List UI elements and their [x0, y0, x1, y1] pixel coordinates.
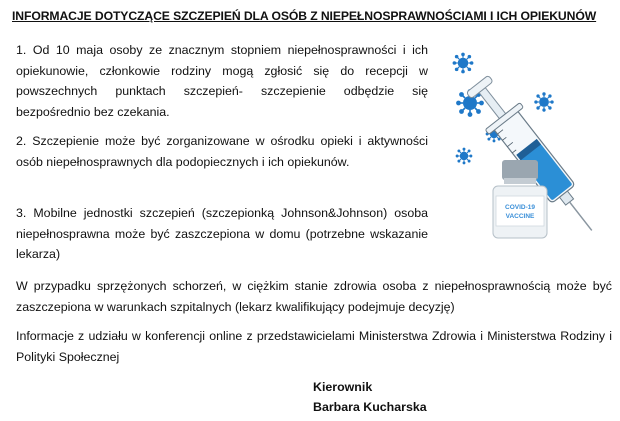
- point-1: 1. Od 10 maja osoby ze znacznym stopniem niepełnosprawności i ich opiekunowie, członkowie rodziny mogą zgłosić się do recepcji w powszechnych punktach szczepień- szczepienie odbędzie się bezpośrednio bez czekania.: [16, 43, 428, 119]
- vaccine-illustration: [436, 36, 616, 246]
- paragraph-hospital: W przypadku sprzężonych schorzeń, w ciężkim stanie zdrowia osoba z niepełnosprawnością może być zaszczepiona w warunkach szpitalnych (lekarz kwalifikujący podejmuje decyzję): [16, 279, 612, 314]
- point-3: 3. Mobilne jednostki szczepień (szczepionką Johnson&Johnson) osoba niepełnosprawna może być zaszczepiona w domu (potrzebne wskazanie lekarza): [16, 206, 428, 261]
- vial-label-line2: VACCINE: [505, 213, 535, 220]
- vial-label-line1: COVID-19: [505, 204, 535, 211]
- document-title: INFORMACJE DOTYCZĄCE SZCZEPIEŃ DLA OSÓB Z NIEPEŁNOSPRAWNOŚCIAMI I ICH OPIEKUNÓW: [12, 9, 597, 23]
- signature-name: Barbara Kucharska: [313, 400, 427, 414]
- point-2: 2. Szczepienie może być zorganizowane w ośrodku opieki i aktywności osób niepełnosprawnych dla podopiecznych i ich opiekunów.: [16, 134, 428, 169]
- signature-role: Kierownik: [313, 380, 373, 394]
- paragraph-conference-source: Informacje z udziału w konferencji online z przedstawicielami Ministerstwa Zdrowia i Ministerstwa Rodziny i Polityki Społecznej: [16, 329, 612, 364]
